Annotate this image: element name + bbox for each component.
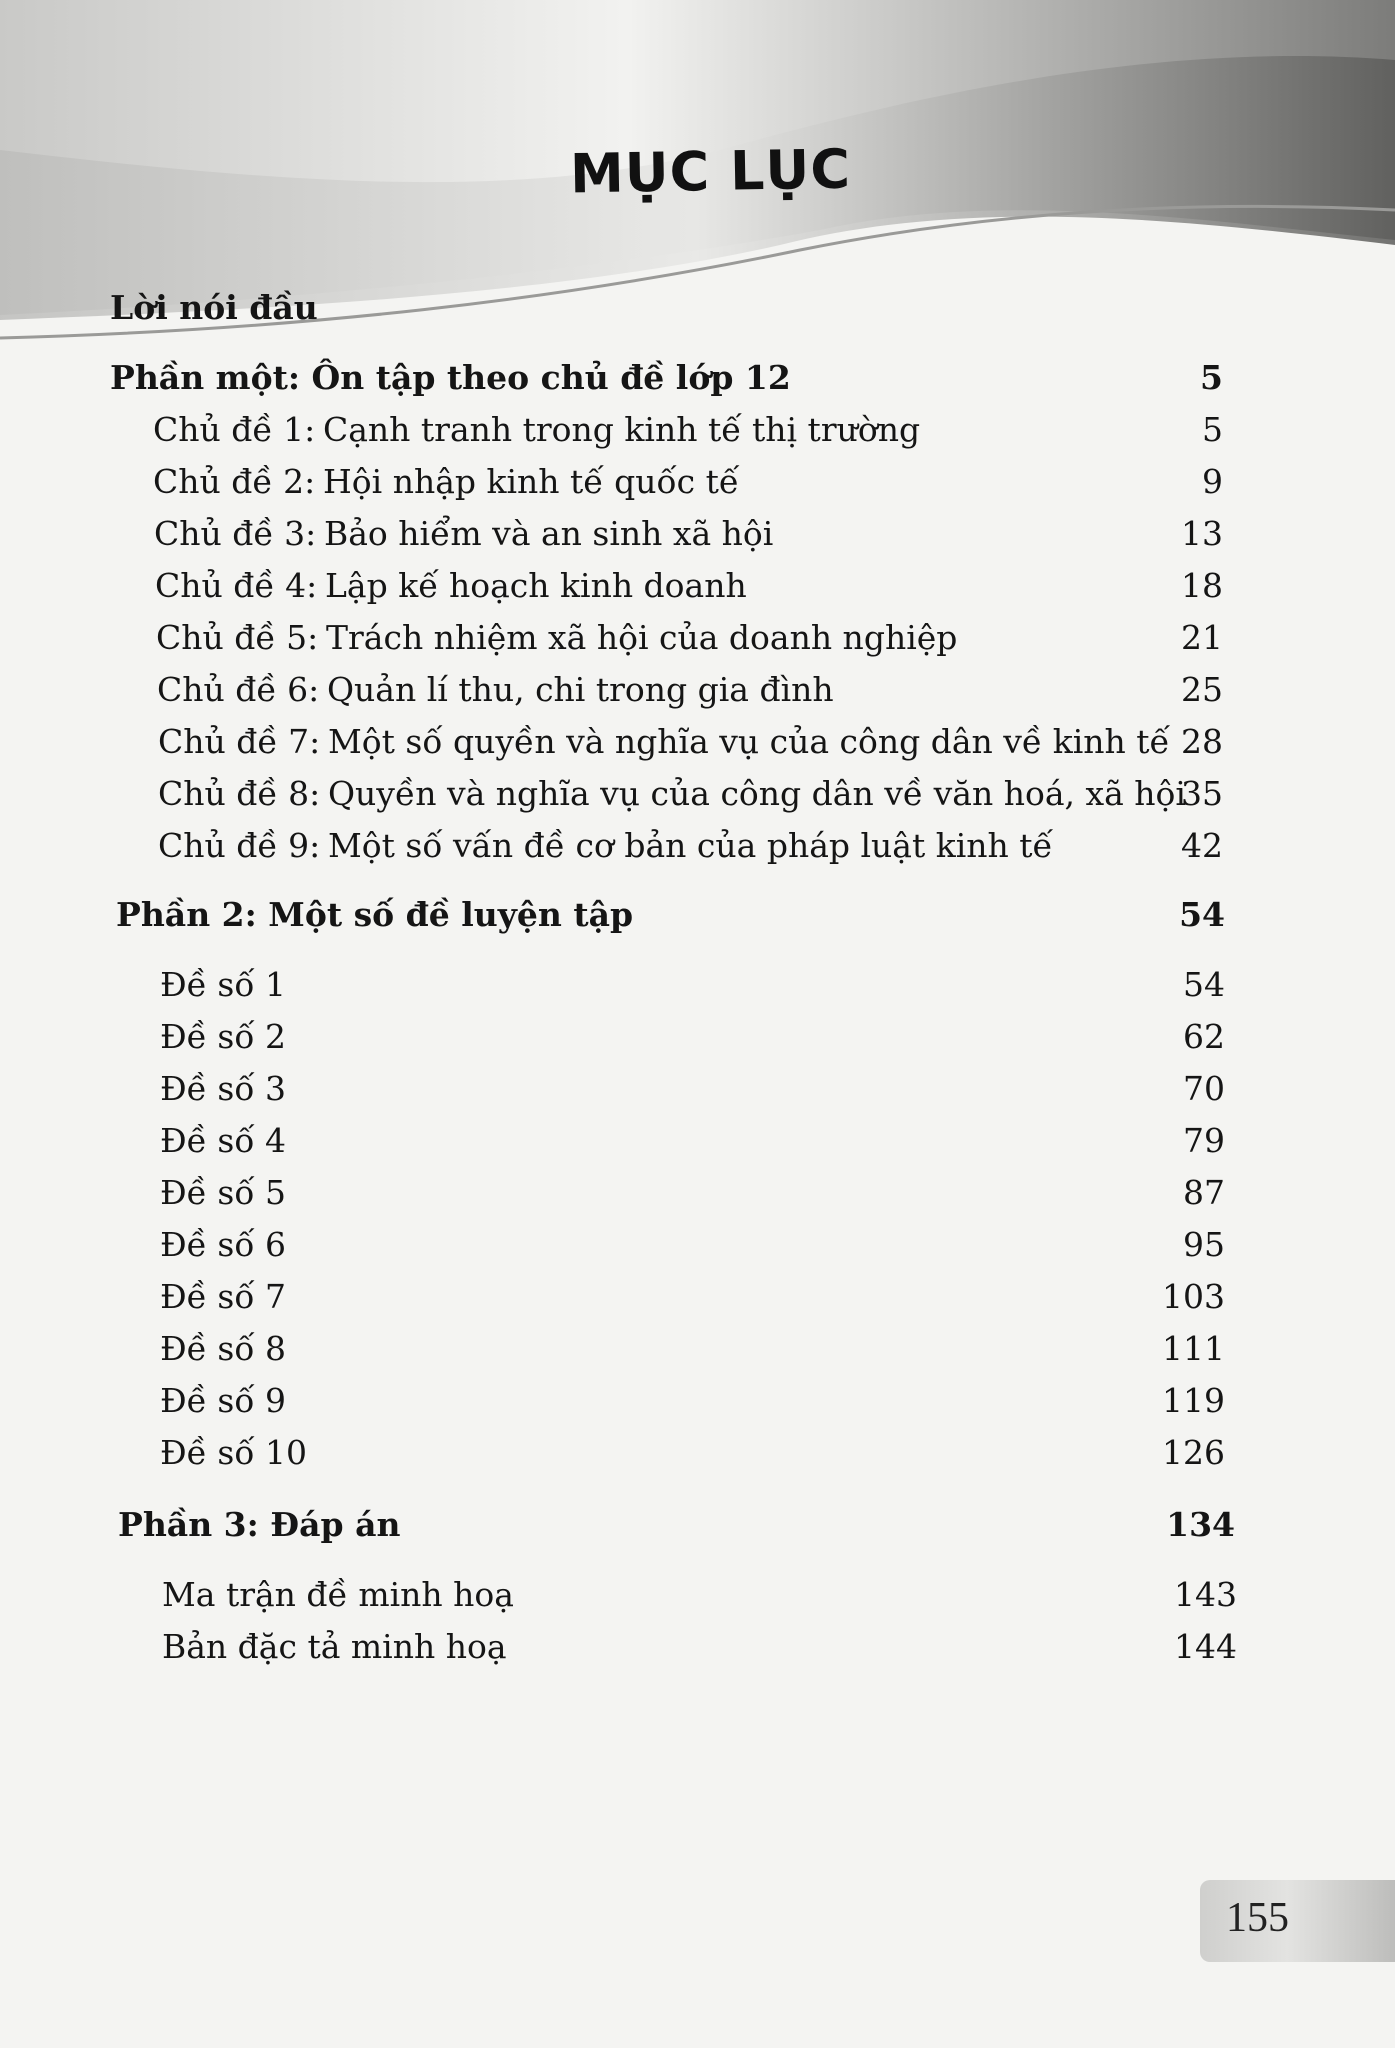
entry-title: Đề số 9 <box>160 1381 287 1420</box>
entry-page: 21 <box>1181 618 1223 657</box>
toc-entry <box>0 1381 1395 1433</box>
entry-page: 103 <box>1162 1277 1225 1316</box>
section-page: 134 <box>1166 1505 1235 1544</box>
topic-title: Quản lí thu, chi trong gia đình <box>327 670 834 709</box>
topic-number: Chủ đề 3: <box>154 514 317 553</box>
entry-page: 126 <box>1162 1433 1225 1472</box>
entry-page: 87 <box>1183 1173 1225 1212</box>
topic-title: Lập kế hoạch kinh doanh <box>325 566 747 605</box>
topic-number: Chủ đề 4: <box>155 566 318 605</box>
entry-page: 18 <box>1181 566 1223 605</box>
toc-entry <box>0 514 1395 566</box>
toc-entry <box>0 965 1395 1017</box>
entry-title: Đề số 3 <box>160 1069 287 1108</box>
entry-page: 9 <box>1202 462 1223 501</box>
entry-title: Đề số 10 <box>160 1433 308 1472</box>
entry-title: Đề số 5 <box>160 1173 287 1212</box>
toc-entry <box>0 1069 1395 1121</box>
topic-number: Chủ đề 8: <box>158 774 321 813</box>
topic-number: Chủ đề 6: <box>157 670 320 709</box>
toc-entry <box>0 774 1395 826</box>
entry-page: 28 <box>1181 722 1223 761</box>
entry-title: Đề số 1 <box>160 965 287 1004</box>
section-title: Phần 3: Đáp án <box>118 1505 401 1544</box>
topic-title: Bảo hiểm và an sinh xã hội <box>324 514 774 553</box>
toc-entry <box>0 826 1395 878</box>
toc-entry <box>0 410 1395 462</box>
toc-entry <box>0 1017 1395 1069</box>
entry-page: 119 <box>1162 1381 1225 1420</box>
toc-entry <box>0 670 1395 722</box>
topic-title: Quyền và nghĩa vụ của công dân về văn hoá, xã hội <box>328 774 1186 813</box>
entry-page: 13 <box>1181 514 1223 553</box>
topic-number: Chủ đề 2: <box>153 462 316 501</box>
topic-title: Cạnh tranh trong kinh tế thị trường <box>323 410 921 449</box>
page-number-tab <box>1200 1880 1395 1962</box>
entry-page: 5 <box>1202 410 1223 449</box>
entry-title: Đề số 2 <box>160 1017 287 1056</box>
entry-page: 42 <box>1181 826 1223 865</box>
topic-number: Chủ đề 1: <box>153 410 316 449</box>
topic-title: Một số quyền và nghĩa vụ của công dân về kinh tế <box>328 722 1170 761</box>
entry-page: 25 <box>1181 670 1223 709</box>
toc-entry <box>0 1121 1395 1173</box>
toc-entry <box>0 1575 1395 1627</box>
toc-section-2 <box>0 895 1395 947</box>
toc-entry <box>0 1225 1395 1277</box>
toc-section-1 <box>0 358 1395 410</box>
entry-title: Bản đặc tả minh hoạ <box>162 1627 507 1666</box>
toc-entry-preface <box>0 288 1395 340</box>
toc-entry <box>0 1433 1395 1485</box>
toc-entry <box>0 1277 1395 1329</box>
entry-page: 111 <box>1162 1329 1225 1368</box>
entry-title: Đề số 8 <box>160 1329 287 1368</box>
topic-number: Chủ đề 5: <box>156 618 319 657</box>
toc-entry <box>0 566 1395 618</box>
entry-title: Đề số 4 <box>160 1121 287 1160</box>
section-title: Phần 2: Một số đề luyện tập <box>116 895 634 934</box>
topic-title: Một số vấn đề cơ bản của pháp luật kinh tế <box>328 826 1053 865</box>
preface-label: Lời nói đầu <box>110 288 318 327</box>
entry-page: 79 <box>1183 1121 1225 1160</box>
page-title: MỤC LỤC <box>569 137 852 206</box>
section-page: 54 <box>1179 895 1225 934</box>
toc-entry <box>0 1329 1395 1381</box>
entry-page: 95 <box>1183 1225 1225 1264</box>
entry-page: 70 <box>1183 1069 1225 1108</box>
entry-title: Đề số 6 <box>160 1225 287 1264</box>
toc-section-3 <box>0 1505 1395 1557</box>
entry-page: 54 <box>1183 965 1225 1004</box>
topic-title: Trách nhiệm xã hội của doanh nghiệp <box>326 618 958 657</box>
toc-entry <box>0 722 1395 774</box>
topic-number: Chủ đề 7: <box>158 722 321 761</box>
entry-page: 35 <box>1181 774 1223 813</box>
toc-entry <box>0 462 1395 514</box>
entry-title: Ma trận đề minh hoạ <box>162 1575 514 1614</box>
section-title: Phần một: Ôn tập theo chủ đề lớp 12 <box>110 358 791 397</box>
entry-title: Đề số 7 <box>160 1277 287 1316</box>
entry-page: 143 <box>1174 1575 1237 1614</box>
toc-entry <box>0 1173 1395 1225</box>
entry-page: 62 <box>1183 1017 1225 1056</box>
entry-page: 144 <box>1174 1627 1237 1666</box>
section-page: 5 <box>1200 358 1223 397</box>
topic-title: Hội nhập kinh tế quốc tế <box>323 462 740 501</box>
page-number: 155 <box>1226 1895 1289 1941</box>
toc-entry <box>0 618 1395 670</box>
toc-entry <box>0 1627 1395 1679</box>
topic-number: Chủ đề 9: <box>158 826 321 865</box>
